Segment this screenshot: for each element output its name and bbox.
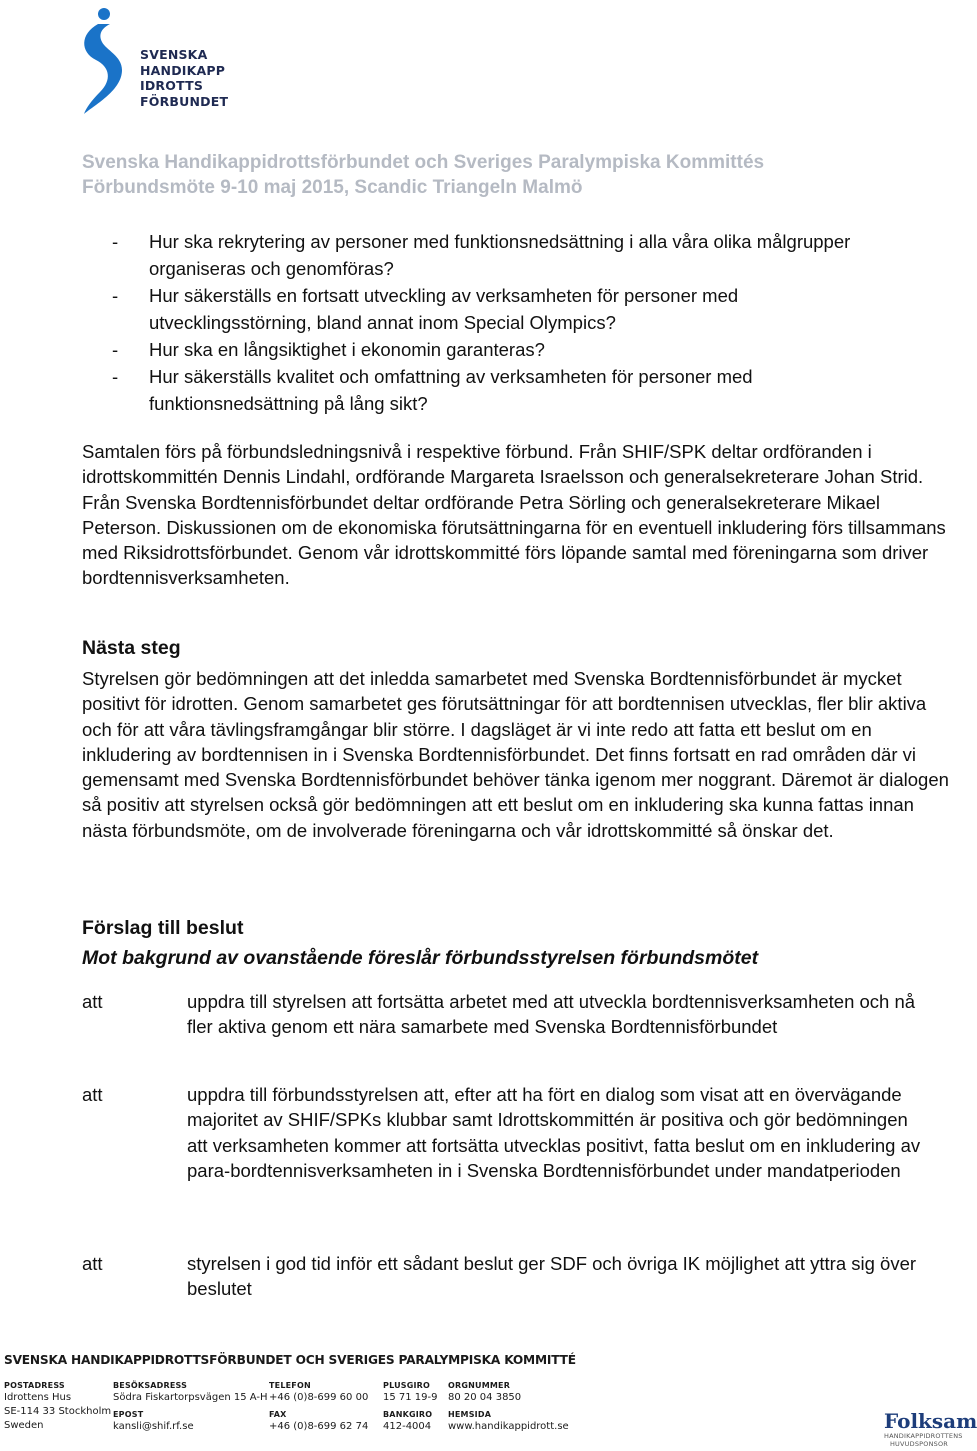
proposal-label: att [82, 1253, 103, 1274]
logo-wordmark: SVENSKA HANDIKAPP IDROTTS FÖRBUNDET [140, 47, 229, 109]
shif-logo [76, 4, 229, 116]
next-steps-paragraph: Styrelsen gör bedömningen att det inledda samarbetet med Svenska Bordtennisförbundet är mycket positivt för idrotten. Genom samarbetet ges förutsättningar för att bordtennisen utvecklas, fler blir aktiva och för att våra tävlingsframgångar blir större. I dagsläget är vi inte redo att fatta ett beslut om en inkludering av bordtennisen in i Svenska Bordtennisförbundet. Det finns fortsatt en rad områden där vi gemensamt med Svenska Bordtennisförbundet behöver tänka igenom mer noggrant. Däremot är dialogen så positiv att styrelsen också gör bedömningen att ett beslut om en inkludering ska kunna fattas innan nästa förbundsmöte, om de involverade föreningarna och vår idrottskommitté så önskar det. [82, 668, 949, 841]
list-item: - Hur säkerställs kvalitet och omfattning av verksamheten för personer med funktionsnedsättning på lång sikt? [112, 366, 753, 414]
footer-besoksadress: BESÖKSADRESS Södra Fiskartorpsvägen 15 A-H EPOST kansli@shif.rf.se [113, 1381, 268, 1432]
footer-organization: SVENSKA HANDIKAPPIDROTTSFÖRBUNDET OCH SVERIGES PARALYMPISKA KOMMITTÉ [4, 1353, 576, 1367]
proposal-text: uppdra till förbundsstyrelsen att, efter att ha fört en dialog som visat att en övervägande majoritet av SHIF/SPKs klubbar samt Idrottskommittén är positiva och gör bedömningen att verksamheten kommer att fortsätta utvecklas positivt, fatta beslut om en inkludering av para-bordtennisverksamheten in i Svenska Bordtennisförbundet under mandatperioden [187, 1084, 921, 1181]
proposal-text: styrelsen i god tid inför ett sådant beslut ger SDF och övriga IK möjlighet att yttra sig över beslutet [187, 1253, 917, 1300]
logo-swirl-icon [76, 4, 146, 116]
footer-telefon: TELEFON +46 (0)8-699 60 00 FAX +46 (0)8-699 62 74 [269, 1381, 369, 1432]
question-list [112, 228, 882, 417]
header-line-2: Förbundsmöte 9-10 maj 2015, Scandic Triangeln Malmö [82, 177, 583, 198]
website-link[interactable]: www.handikappidrott.se [448, 1421, 569, 1432]
list-item: - Hur ska en långsiktighet i ekonomin garanteras? [112, 339, 545, 360]
next-steps-heading: Nästa steg [82, 637, 181, 659]
header-line-1: Svenska Handikappidrottsförbundet och Sveriges Paralympiska Kommittés [82, 152, 765, 173]
footer-orgnummer: ORGNUMMER 80 20 04 3850 HEMSIDA www.handikappidrott.se [448, 1381, 569, 1432]
list-item: - Hur ska rekrytering av personer med funktionsnedsättning i alla våra olika målgrupper organiseras och genomföras? [112, 231, 851, 279]
proposal-label: att [82, 1084, 103, 1105]
proposal-subheading: Mot bakgrund av ovanstående föreslår förbundsstyrelsen förbundsmötet [82, 947, 759, 969]
footer-postadress: POSTADRESS Idrottens Hus SE-114 33 Stockholm Sweden [4, 1381, 112, 1431]
list-item: - Hur säkerställs en fortsatt utveckling av verksamheten för personer med utvecklingsstörning, bland annat inom Special Olympics? [112, 285, 739, 333]
proposal-label: att [82, 991, 103, 1012]
paragraph-dialogue: Samtalen förs på förbundsledningsnivå i respektive förbund. Från SHIF/SPK deltar ordföranden i idrottskommittén Dennis Lindahl, ordförande Margareta Israelsson och generalsekreterare Johan Strid. Från Svenska Bordtennisförbundet deltar ordförande Petra Sörling och generalsekreterare Mikael Peterson. Diskussionen om de ekonomiska förutsättningarna för en eventuell inkludering förs tillsammans med Riksidrottsförbundet. Genom vår idrottskommitté förs löpande samtal med föreningarna som driver bordtennisverksamheten. [82, 441, 946, 589]
footer-giro: PLUSGIRO 15 71 19-9 BANKGIRO 412-4004 [383, 1381, 438, 1432]
proposal-text: uppdra till styrelsen att fortsätta arbetet med att utveckla bordtennisverksamheten och nå fler aktiva genom ett nära samarbete med Svenska Bordtennisförbundet [187, 991, 916, 1038]
proposal-heading: Förslag till beslut [82, 917, 244, 939]
folksam-sponsor-logo: Folksam HANDIKAPPIDROTTENS HUVUDSPONSOR [884, 1409, 977, 1448]
document-header [82, 150, 764, 200]
